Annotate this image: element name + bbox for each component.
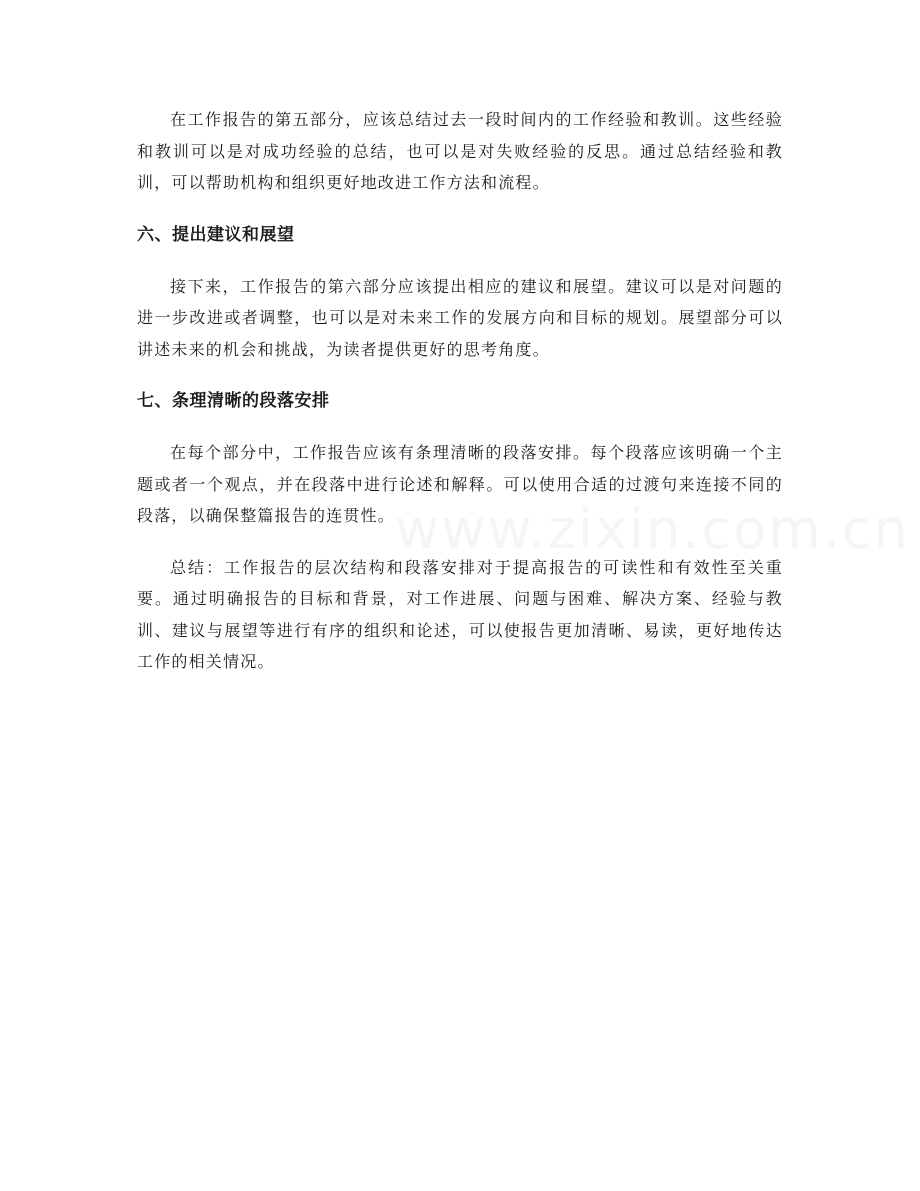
heading-section-6: 六、提出建议和展望 (137, 224, 295, 245)
document-body (137, 104, 783, 698)
paragraph-section5-summary: 在工作报告的第五部分，应该总结过去一段时间内的工作经验和教训。这些经验和教训可以是对成功经验的总结，也可以是对失败经验的反思。通过总结经验和教训，可以帮助机构和组织更好地改进工作方法和流程。 (137, 110, 783, 192)
heading-section-7: 七、条理清晰的段落安排 (137, 391, 330, 411)
paragraph-section6-suggestions: 接下来，工作报告的第六部分应该提出相应的建议和展望。建议可以是对问题的进一步改进或者调整，也可以是对未来工作的发展方向和目标的规划。展望部分可以讲述未来的机会和挑战，为读者提供更好的思考角度。 (137, 276, 783, 359)
paragraph-conclusion: 总结：工作报告的层次结构和段落安排对于提高报告的可读性和有效性至关重要。通过明确报告的目标和背景，对工作进展、问题与困难、解决方案、经验与教训、建议与展望等进行有序的组织和论述，可以使报告更加清晰、易读，更好地传达工作的相关情况。 (137, 557, 783, 671)
paragraph-section7-structure: 在每个部分中，工作报告应该有条理清晰的段落安排。每个段落应该明确一个主题或者一个观点，并在段落中进行论述和解释。可以使用合适的过渡句来连接不同的段落，以确保整篇报告的连贯性。 (137, 443, 783, 525)
watermark: www.zixin.com.cn (395, 498, 910, 561)
